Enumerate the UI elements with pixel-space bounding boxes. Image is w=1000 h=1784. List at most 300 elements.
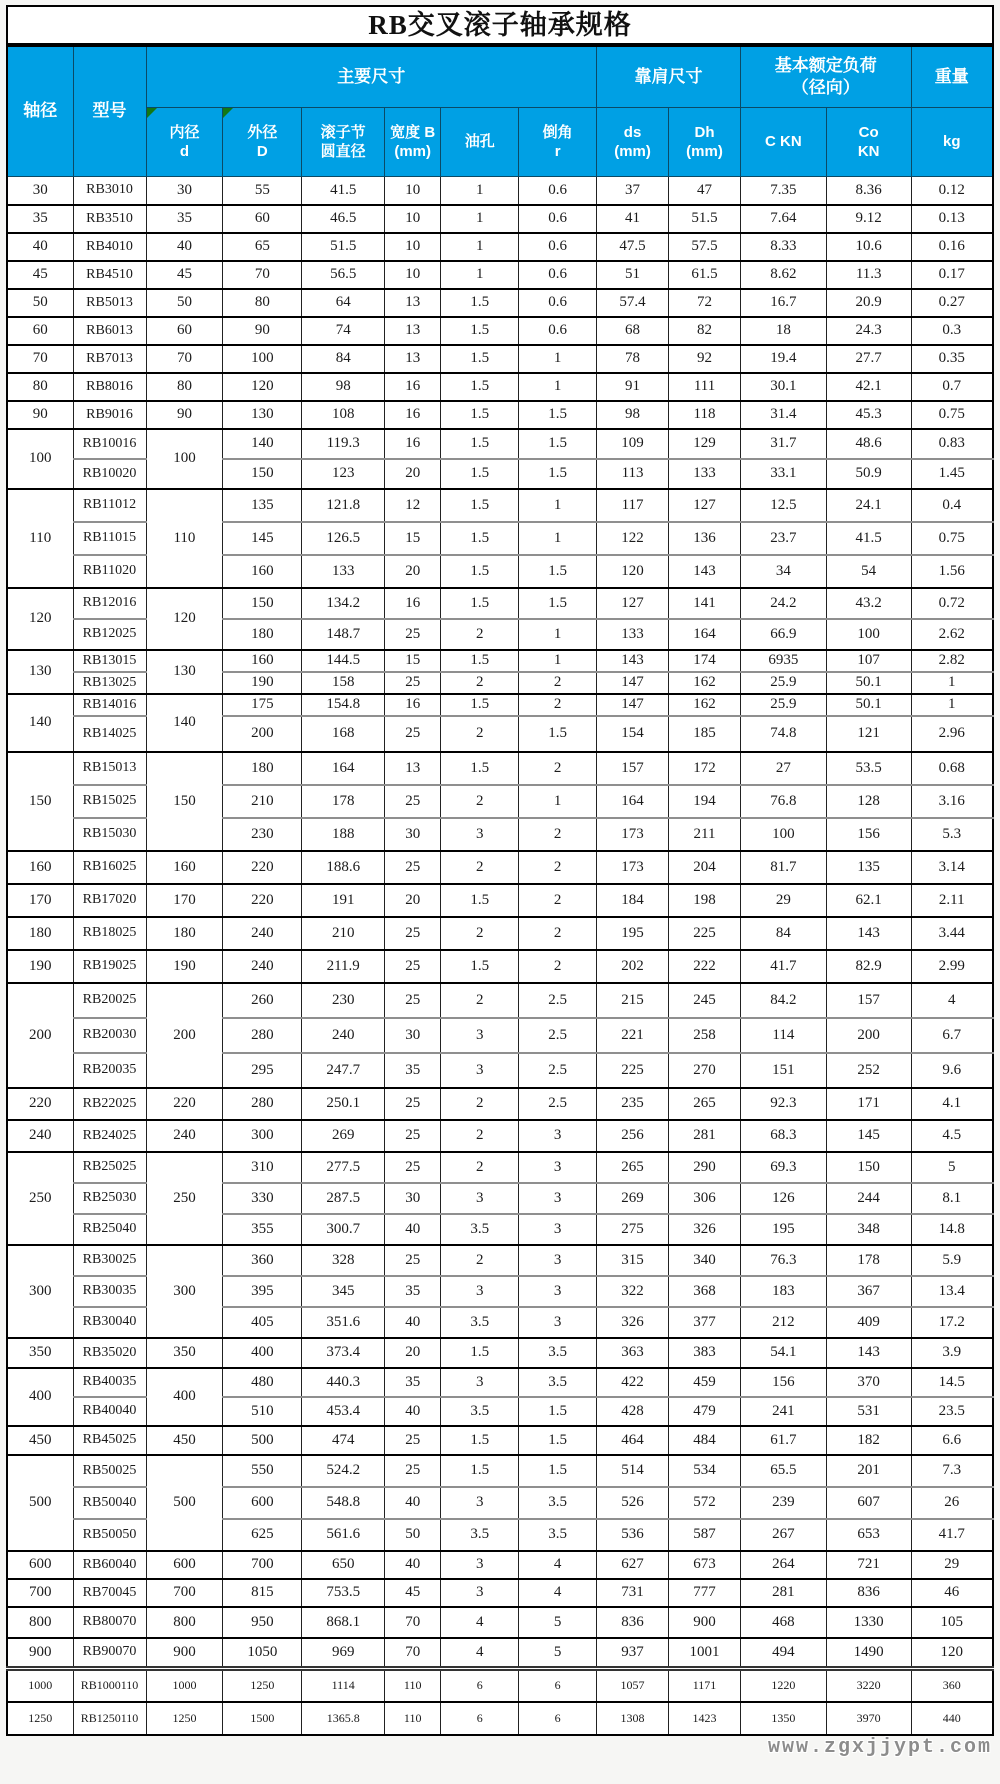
cell-ds: 269 <box>597 1183 669 1214</box>
cell-ds: 265 <box>597 1152 669 1183</box>
cell-oil-hole: 1.5 <box>441 650 519 672</box>
cell-bore: 800 <box>146 1607 223 1638</box>
cell-shaft-diameter: 600 <box>7 1551 73 1579</box>
cell-weight: 3.14 <box>911 851 993 884</box>
cell-bore: 600 <box>146 1551 223 1579</box>
cell-co-load: 82.9 <box>826 950 911 983</box>
cell-roller-pitch-diameter: 351.6 <box>302 1307 385 1338</box>
cell-c-load: 156 <box>741 1368 827 1397</box>
cell-bore: 140 <box>146 694 223 752</box>
cell-roller-pitch-diameter: 287.5 <box>302 1183 385 1214</box>
cell-weight: 8.1 <box>911 1183 993 1214</box>
cell-outer-diameter: 230 <box>223 818 302 851</box>
cell-outer-diameter: 310 <box>223 1152 302 1183</box>
cell-roller-pitch-diameter: 178 <box>302 785 385 818</box>
cell-co-load: 409 <box>826 1307 911 1338</box>
cell-outer-diameter: 120 <box>223 373 302 401</box>
cell-shaft-diameter: 45 <box>7 261 73 289</box>
spec-row <box>7 429 993 459</box>
cell-outer-diameter: 70 <box>223 261 302 289</box>
cell-bore: 240 <box>146 1120 223 1152</box>
cell-oil-hole: 2 <box>441 785 519 818</box>
cell-roller-pitch-diameter: 211.9 <box>302 950 385 983</box>
cell-model: RB16025 <box>73 851 146 884</box>
cell-roller-pitch-diameter: 191 <box>302 884 385 917</box>
cell-co-load: 50.9 <box>826 459 911 489</box>
cell-width: 16 <box>385 401 441 429</box>
cell-dh: 534 <box>669 1455 741 1487</box>
cell-dh: 270 <box>669 1053 741 1088</box>
cell-oil-hole: 6 <box>441 1669 519 1702</box>
cell-chamfer: 2.5 <box>519 983 597 1018</box>
cell-width: 40 <box>385 1397 441 1426</box>
cell-co-load: 370 <box>826 1368 911 1397</box>
cell-weight: 6.6 <box>911 1426 993 1455</box>
cell-dh: 572 <box>669 1487 741 1519</box>
cell-bore: 45 <box>146 261 223 289</box>
cell-co-load: 178 <box>826 1245 911 1276</box>
cell-model: RB14025 <box>73 716 146 752</box>
cell-dh: 162 <box>669 694 741 716</box>
cell-width: 110 <box>385 1669 441 1702</box>
cell-weight: 2.99 <box>911 950 993 983</box>
cell-outer-diameter: 405 <box>223 1307 302 1338</box>
cell-width: 20 <box>385 884 441 917</box>
cell-outer-diameter: 355 <box>223 1214 302 1245</box>
cell-width: 15 <box>385 522 441 555</box>
cell-width: 70 <box>385 1638 441 1669</box>
cell-bore: 40 <box>146 233 223 261</box>
cell-width: 13 <box>385 289 441 317</box>
cell-model: RB11012 <box>73 489 146 522</box>
cell-oil-hole: 1.5 <box>441 317 519 345</box>
cell-width: 16 <box>385 429 441 459</box>
cell-co-load: 3220 <box>826 1669 911 1702</box>
cell-width: 20 <box>385 459 441 489</box>
cell-model: RB10016 <box>73 429 146 459</box>
cell-chamfer: 1 <box>519 785 597 818</box>
cell-model: RB17020 <box>73 884 146 917</box>
cell-model: RB50040 <box>73 1487 146 1519</box>
cell-oil-hole: 3.5 <box>441 1519 519 1551</box>
spec-row <box>7 950 993 983</box>
cell-bore: 500 <box>146 1455 223 1551</box>
cell-roller-pitch-diameter: 134.2 <box>302 588 385 619</box>
cell-chamfer: 3.5 <box>519 1519 597 1551</box>
spec-row <box>7 588 993 619</box>
cell-chamfer: 1 <box>519 489 597 522</box>
table-header <box>7 46 993 177</box>
cell-ds: 225 <box>597 1053 669 1088</box>
cell-oil-hole: 2 <box>441 851 519 884</box>
cell-model: RB13025 <box>73 672 146 694</box>
cell-ds: 464 <box>597 1426 669 1455</box>
cell-bore: 50 <box>146 289 223 317</box>
cell-shaft-diameter: 180 <box>7 917 73 950</box>
cell-ds: 937 <box>597 1638 669 1669</box>
cell-ds: 98 <box>597 401 669 429</box>
cell-weight: 360 <box>911 1669 993 1702</box>
cell-dh: 340 <box>669 1245 741 1276</box>
cell-chamfer: 2 <box>519 917 597 950</box>
cell-c-load: 19.4 <box>741 345 827 373</box>
cell-oil-hole: 3.5 <box>441 1214 519 1245</box>
cell-model: RB15013 <box>73 752 146 785</box>
cell-co-load: 53.5 <box>826 752 911 785</box>
cell-co-load: 653 <box>826 1519 911 1551</box>
cell-chamfer: 1.5 <box>519 1397 597 1426</box>
cell-bore: 220 <box>146 1088 223 1120</box>
cell-shaft-diameter: 900 <box>7 1638 73 1669</box>
cell-outer-diameter: 330 <box>223 1183 302 1214</box>
spec-row <box>7 317 993 345</box>
cell-bore: 110 <box>146 489 223 588</box>
cell-dh: 281 <box>669 1120 741 1152</box>
spec-row <box>7 1607 993 1638</box>
cell-weight: 23.5 <box>911 1397 993 1426</box>
cell-oil-hole: 3 <box>441 1368 519 1397</box>
cell-shaft-diameter: 100 <box>7 429 73 489</box>
cell-outer-diameter: 100 <box>223 345 302 373</box>
col-group-shoulder-dimensions: 靠肩尺寸 <box>597 46 741 108</box>
cell-c-load: 65.5 <box>741 1455 827 1487</box>
spec-row <box>7 1088 993 1120</box>
cell-dh: 479 <box>669 1397 741 1426</box>
col-header-dh: Dh (mm) <box>669 108 741 177</box>
cell-c-load: 195 <box>741 1214 827 1245</box>
cell-oil-hole: 3.5 <box>441 1397 519 1426</box>
page-title: RB交叉滚子轴承规格 <box>6 5 994 45</box>
cell-oil-hole: 3 <box>441 1551 519 1579</box>
cell-roller-pitch-diameter: 548.8 <box>302 1487 385 1519</box>
cell-roller-pitch-diameter: 1365.8 <box>302 1702 385 1735</box>
cell-shaft-diameter: 130 <box>7 650 73 694</box>
cell-outer-diameter: 220 <box>223 884 302 917</box>
cell-weight: 2.96 <box>911 716 993 752</box>
rated-load-line1: 基本额定负荷 <box>774 55 877 75</box>
cell-weight: 0.13 <box>911 205 993 233</box>
cell-ds: 91 <box>597 373 669 401</box>
spec-row <box>7 983 993 1018</box>
cell-co-load: 42.1 <box>826 373 911 401</box>
cell-weight: 0.72 <box>911 588 993 619</box>
cell-outer-diameter: 180 <box>223 752 302 785</box>
cell-ds: 627 <box>597 1551 669 1579</box>
cell-model: RB30035 <box>73 1276 146 1307</box>
cell-oil-hole: 1 <box>441 177 519 205</box>
cell-oil-hole: 2 <box>441 1245 519 1276</box>
col-header-width: 宽度 B (mm) <box>385 108 441 177</box>
spec-row <box>7 373 993 401</box>
cell-chamfer: 2.5 <box>519 1018 597 1053</box>
cell-oil-hole: 1.5 <box>441 752 519 785</box>
cell-ds: 41 <box>597 205 669 233</box>
cell-model: RB12016 <box>73 588 146 619</box>
spec-row <box>7 1669 993 1702</box>
cell-roller-pitch-diameter: 119.3 <box>302 429 385 459</box>
cell-model: RB18025 <box>73 917 146 950</box>
spec-row <box>7 289 993 317</box>
cell-width: 10 <box>385 261 441 289</box>
cell-c-load: 18 <box>741 317 827 345</box>
cell-width: 35 <box>385 1053 441 1088</box>
cell-roller-pitch-diameter: 46.5 <box>302 205 385 233</box>
cell-roller-pitch-diameter: 168 <box>302 716 385 752</box>
cell-outer-diameter: 150 <box>223 459 302 489</box>
cell-co-load: 128 <box>826 785 911 818</box>
cell-chamfer: 3.5 <box>519 1368 597 1397</box>
spec-row <box>7 345 993 373</box>
cell-dh: 92 <box>669 345 741 373</box>
cell-width: 30 <box>385 818 441 851</box>
cell-chamfer: 0.6 <box>519 289 597 317</box>
cell-roller-pitch-diameter: 753.5 <box>302 1579 385 1607</box>
cell-roller-pitch-diameter: 56.5 <box>302 261 385 289</box>
cell-shaft-diameter: 700 <box>7 1579 73 1607</box>
cell-chamfer: 1 <box>519 345 597 373</box>
cell-ds: 117 <box>597 489 669 522</box>
spec-row <box>7 401 993 429</box>
cell-model: RB45025 <box>73 1426 146 1455</box>
cell-width: 25 <box>385 1152 441 1183</box>
cell-co-load: 156 <box>826 818 911 851</box>
cell-dh: 133 <box>669 459 741 489</box>
cell-roller-pitch-diameter: 474 <box>302 1426 385 1455</box>
cell-width: 25 <box>385 785 441 818</box>
cell-roller-pitch-diameter: 247.7 <box>302 1053 385 1088</box>
cell-width: 25 <box>385 619 441 650</box>
cell-model: RB5013 <box>73 289 146 317</box>
cell-roller-pitch-diameter: 123 <box>302 459 385 489</box>
cell-model: RB9016 <box>73 401 146 429</box>
spec-row <box>7 1579 993 1607</box>
cell-co-load: 24.3 <box>826 317 911 345</box>
cell-oil-hole: 3 <box>441 1183 519 1214</box>
cell-c-load: 1350 <box>741 1702 827 1735</box>
cell-chamfer: 1.5 <box>519 459 597 489</box>
cell-roller-pitch-diameter: 240 <box>302 1018 385 1053</box>
cell-ds: 164 <box>597 785 669 818</box>
cell-bore: 120 <box>146 588 223 650</box>
cell-co-load: 836 <box>826 1579 911 1607</box>
cell-weight: 1.45 <box>911 459 993 489</box>
cell-co-load: 54 <box>826 555 911 588</box>
cell-ds: 326 <box>597 1307 669 1338</box>
cell-width: 25 <box>385 1245 441 1276</box>
cell-chamfer: 1 <box>519 522 597 555</box>
cell-width: 50 <box>385 1519 441 1551</box>
cell-roller-pitch-diameter: 164 <box>302 752 385 785</box>
cell-shaft-diameter: 170 <box>7 884 73 917</box>
watermark: www.zgxjjypt.com <box>767 1736 992 1759</box>
cell-co-load: 107 <box>826 650 911 672</box>
cell-roller-pitch-diameter: 300.7 <box>302 1214 385 1245</box>
cell-ds: 536 <box>597 1519 669 1551</box>
cell-dh: 136 <box>669 522 741 555</box>
col-header-chamfer: 倒角 r <box>519 108 597 177</box>
cell-oil-hole: 1.5 <box>441 1455 519 1487</box>
cell-bore: 900 <box>146 1638 223 1669</box>
cell-ds: 836 <box>597 1607 669 1638</box>
cell-co-load: 10.6 <box>826 233 911 261</box>
cell-chamfer: 3 <box>519 1276 597 1307</box>
cell-co-load: 50.1 <box>826 694 911 716</box>
cell-oil-hole: 2 <box>441 619 519 650</box>
cell-shaft-diameter: 400 <box>7 1368 73 1426</box>
cell-weight: 3.9 <box>911 1338 993 1368</box>
spec-row <box>7 650 993 672</box>
cell-roller-pitch-diameter: 210 <box>302 917 385 950</box>
cell-shaft-diameter: 150 <box>7 752 73 851</box>
cell-width: 25 <box>385 950 441 983</box>
cell-chamfer: 6 <box>519 1702 597 1735</box>
cell-weight: 105 <box>911 1607 993 1638</box>
cell-bore: 170 <box>146 884 223 917</box>
cell-c-load: 31.7 <box>741 429 827 459</box>
cell-weight: 5.9 <box>911 1245 993 1276</box>
cell-chamfer: 6 <box>519 1669 597 1702</box>
cell-c-load: 31.4 <box>741 401 827 429</box>
cell-bore: 150 <box>146 752 223 851</box>
cell-co-load: 201 <box>826 1455 911 1487</box>
cell-c-load: 61.7 <box>741 1426 827 1455</box>
cell-oil-hole: 3 <box>441 1018 519 1053</box>
cell-dh: 1171 <box>669 1669 741 1702</box>
cell-model: RB14016 <box>73 694 146 716</box>
cell-shaft-diameter: 450 <box>7 1426 73 1455</box>
cell-shaft-diameter: 90 <box>7 401 73 429</box>
cell-width: 40 <box>385 1307 441 1338</box>
cell-oil-hole: 3 <box>441 818 519 851</box>
cell-c-load: 92.3 <box>741 1088 827 1120</box>
cell-bore: 190 <box>146 950 223 983</box>
cell-shaft-diameter: 220 <box>7 1088 73 1120</box>
cell-model: RB80070 <box>73 1607 146 1638</box>
cell-oil-hole: 3 <box>441 1487 519 1519</box>
cell-dh: 258 <box>669 1018 741 1053</box>
cell-outer-diameter: 1500 <box>223 1702 302 1735</box>
cell-chamfer: 3 <box>519 1120 597 1152</box>
cell-c-load: 1220 <box>741 1669 827 1702</box>
cell-ds: 51 <box>597 261 669 289</box>
cell-bore: 700 <box>146 1579 223 1607</box>
cell-shaft-diameter: 500 <box>7 1455 73 1551</box>
cell-c-load: 54.1 <box>741 1338 827 1368</box>
cell-c-load: 151 <box>741 1053 827 1088</box>
cell-weight: 0.7 <box>911 373 993 401</box>
cell-width: 20 <box>385 1338 441 1368</box>
cell-oil-hole: 1.5 <box>441 1338 519 1368</box>
cell-co-load: 3970 <box>826 1702 911 1735</box>
cell-weight: 0.27 <box>911 289 993 317</box>
cell-c-load: 241 <box>741 1397 827 1426</box>
cell-ds: 1308 <box>597 1702 669 1735</box>
spec-row <box>7 489 993 522</box>
cell-dh: 204 <box>669 851 741 884</box>
cell-c-load: 81.7 <box>741 851 827 884</box>
cell-model: RB12025 <box>73 619 146 650</box>
cell-width: 25 <box>385 983 441 1018</box>
cell-bore: 180 <box>146 917 223 950</box>
cell-width: 45 <box>385 1579 441 1607</box>
cell-chamfer: 2 <box>519 851 597 884</box>
cell-oil-hole: 1 <box>441 205 519 233</box>
cell-model: RB30025 <box>73 1245 146 1276</box>
cell-outer-diameter: 60 <box>223 205 302 233</box>
cell-c-load: 267 <box>741 1519 827 1551</box>
cell-weight: 14.5 <box>911 1368 993 1397</box>
cell-weight: 120 <box>911 1638 993 1669</box>
cell-dh: 118 <box>669 401 741 429</box>
cell-co-load: 11.3 <box>826 261 911 289</box>
cell-chamfer: 3 <box>519 1245 597 1276</box>
cell-shaft-diameter: 200 <box>7 983 73 1088</box>
cell-roller-pitch-diameter: 453.4 <box>302 1397 385 1426</box>
cell-co-load: 200 <box>826 1018 911 1053</box>
cell-chamfer: 3.5 <box>519 1338 597 1368</box>
cell-oil-hole: 4 <box>441 1607 519 1638</box>
cell-c-load: 114 <box>741 1018 827 1053</box>
cell-ds: 275 <box>597 1214 669 1245</box>
cell-co-load: 150 <box>826 1152 911 1183</box>
cell-width: 70 <box>385 1607 441 1638</box>
cell-model: RB15030 <box>73 818 146 851</box>
cell-roller-pitch-diameter: 74 <box>302 317 385 345</box>
spec-row <box>7 1551 993 1579</box>
cell-oil-hole: 3 <box>441 1579 519 1607</box>
cell-chamfer: 2 <box>519 950 597 983</box>
cell-bore: 60 <box>146 317 223 345</box>
cell-outer-diameter: 360 <box>223 1245 302 1276</box>
cell-c-load: 25.9 <box>741 672 827 694</box>
cell-chamfer: 1.5 <box>519 401 597 429</box>
cell-outer-diameter: 240 <box>223 917 302 950</box>
cell-co-load: 135 <box>826 851 911 884</box>
cell-weight: 0.16 <box>911 233 993 261</box>
cell-outer-diameter: 160 <box>223 650 302 672</box>
cell-weight: 0.83 <box>911 429 993 459</box>
cell-weight: 0.75 <box>911 522 993 555</box>
cell-weight: 1 <box>911 694 993 716</box>
cell-width: 15 <box>385 650 441 672</box>
cell-width: 40 <box>385 1487 441 1519</box>
cell-model: RB40035 <box>73 1368 146 1397</box>
rated-load-line2: （径向） <box>791 78 860 97</box>
cell-model: RB8016 <box>73 373 146 401</box>
cell-outer-diameter: 480 <box>223 1368 302 1397</box>
cell-weight: 5 <box>911 1152 993 1183</box>
cell-dh: 225 <box>669 917 741 950</box>
cell-outer-diameter: 175 <box>223 694 302 716</box>
cell-dh: 368 <box>669 1276 741 1307</box>
cell-width: 25 <box>385 1426 441 1455</box>
cell-width: 13 <box>385 317 441 345</box>
cell-outer-diameter: 260 <box>223 983 302 1018</box>
cell-outer-diameter: 160 <box>223 555 302 588</box>
cell-c-load: 24.2 <box>741 588 827 619</box>
cell-outer-diameter: 240 <box>223 950 302 983</box>
cell-c-load: 23.7 <box>741 522 827 555</box>
col-header-c-load: C KN <box>741 108 827 177</box>
cell-ds: 78 <box>597 345 669 373</box>
cell-co-load: 1490 <box>826 1638 911 1669</box>
cell-weight: 1.56 <box>911 555 993 588</box>
cell-roller-pitch-diameter: 108 <box>302 401 385 429</box>
cell-ds: 1057 <box>597 1669 669 1702</box>
cell-dh: 141 <box>669 588 741 619</box>
cell-roller-pitch-diameter: 250.1 <box>302 1088 385 1120</box>
cell-roller-pitch-diameter: 158 <box>302 672 385 694</box>
